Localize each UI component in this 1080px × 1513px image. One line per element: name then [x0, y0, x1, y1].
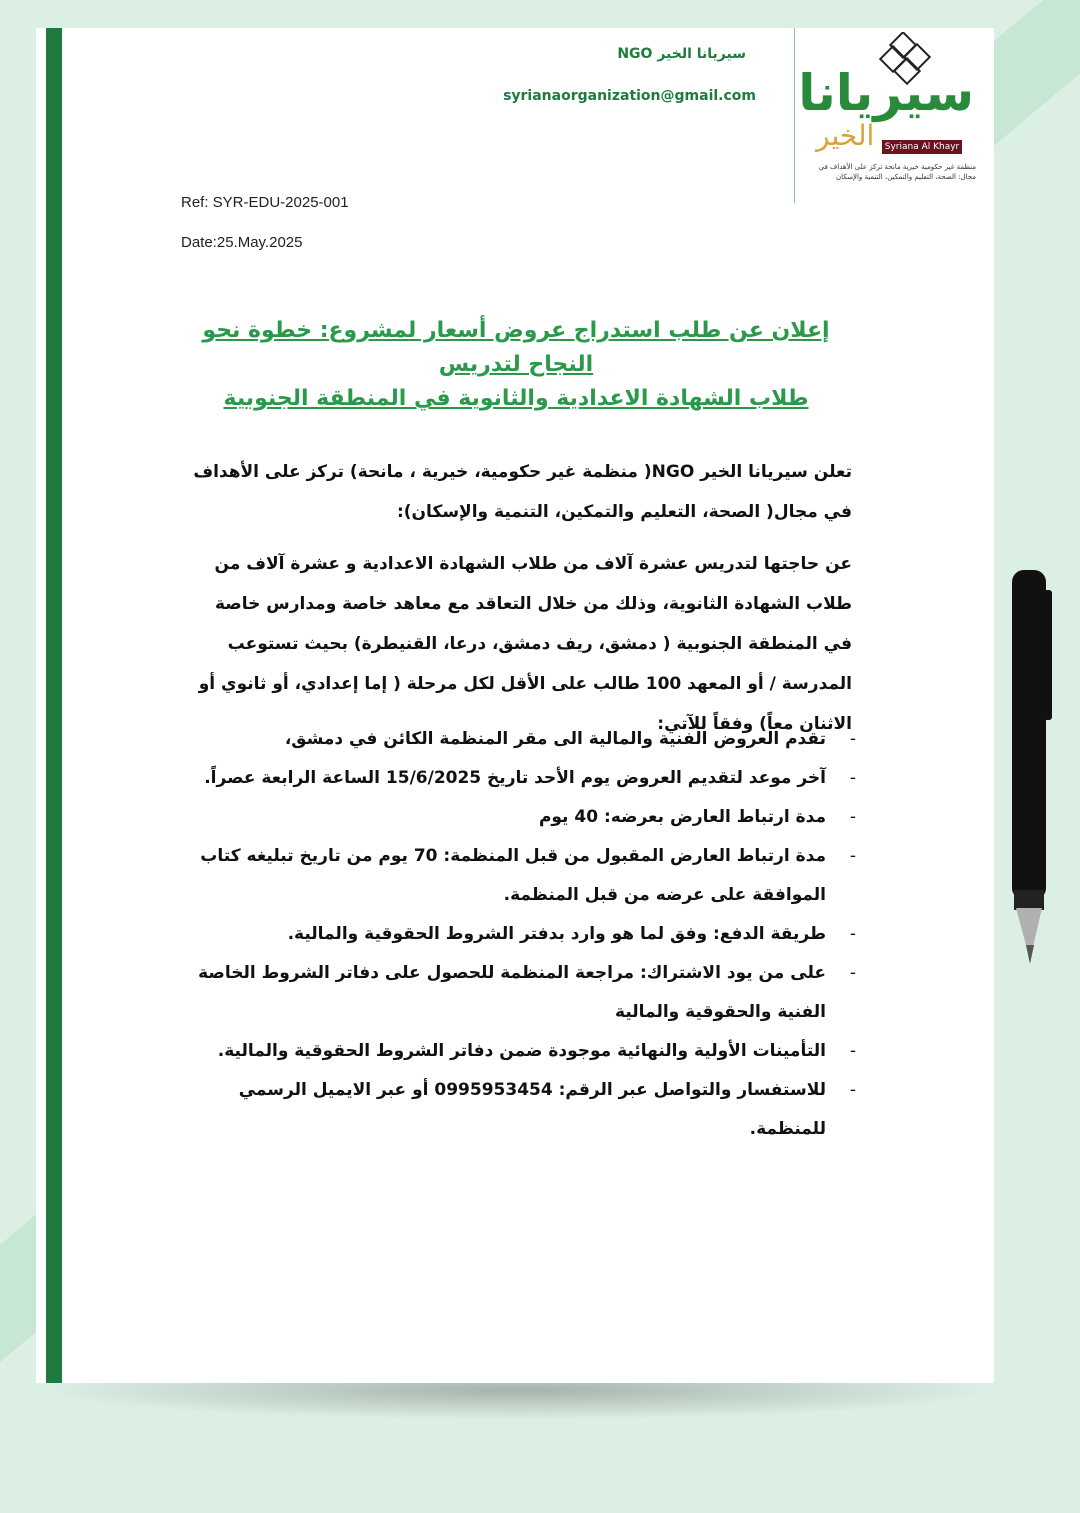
- header-divider: [794, 28, 795, 203]
- bullet-dash: -: [849, 1080, 856, 1100]
- requirements-paragraph: عن حاجتها لتدريس عشرة آلاف من طلاب الشهادة الاعدادية و عشرة آلاف من طلاب الشهادة الثانوية، وذلك من خلال التعاقد مع معاهد خاصة ومدارس خاصة في المنطقة الجنوبية ( دمشق، ريف دمشق، درعا، القنيطرة) بحيث تستوعب المدرسة / أو المعهد 100 طالب على الأقل لكل مرحلة ( إما إعدادي، أو ثانوي أو الاثنان معاً) وفقاً للآتي:: [198, 554, 852, 734]
- logo-tagline: منظمة غير حكومية خيرية مانحة تركز على الأهداف في مجال: الصحة، التعليم والتمكين، التنمية والإسكان: [818, 163, 976, 181]
- bullet-dash: -: [849, 729, 856, 749]
- bullet-dash: -: [849, 1041, 856, 1061]
- announcement-title: [186, 314, 846, 416]
- document-page: [36, 28, 994, 1383]
- header-email: syrianaorganization@gmail.com: [503, 88, 756, 104]
- list-item: - تقدم العروض الفنية والمالية الى مقر المنظمة الكائن في دمشق،: [186, 720, 826, 759]
- intro-paragraph: تعلن سيريانا الخير NGO( منظمة غير حكومية، خيرية ، مانحة) تركز على الأهداف في مجال( الصحة، التعليم والتمكين، التنمية والإسكان):: [193, 462, 852, 522]
- bullet-dash: -: [849, 963, 856, 983]
- header-ngo-label: سيريانا الخير NGO: [617, 46, 746, 62]
- bullet-dash: -: [849, 924, 856, 944]
- bullet-dash: -: [849, 807, 856, 827]
- document-date: Date:25.May.2025: [181, 234, 303, 251]
- conditions-list: [186, 720, 856, 1149]
- list-item: - آخر موعد لتقديم العروض يوم الأحد تاريخ 15/6/2025 الساعة الرابعة عصراً.: [186, 759, 826, 798]
- green-side-bar: [46, 28, 62, 1383]
- list-item: - على من يود الاشتراك: مراجعة المنظمة للحصول على دفاتر الشروط الخاصة الفنية والحقوقية والمالية: [186, 954, 826, 1032]
- list-item: - للاستفسار والتواصل عبر الرقم: 0995953454 أو عبر الايميل الرسمي للمنظمة.: [186, 1071, 826, 1149]
- list-item: - مدة ارتباط العارض بعرضه: 40 يوم: [186, 798, 826, 837]
- list-item: - مدة ارتباط العارض المقبول من قبل المنظمة: 70 يوم من تاريخ تبليغه كتاب الموافقة على عرضه من قبل المنظمة.: [186, 837, 826, 915]
- reference-number: Ref: SYR-EDU-2025-001: [181, 194, 349, 211]
- logo-name-arabic-secondary: الخير: [816, 119, 875, 152]
- title-line-1: إعلان عن طلب استدراج عروض أسعار لمشروع: خطوة نحو النجاح لتدريس: [202, 318, 830, 377]
- list-item: - طريقة الدفع: وفق لما هو وارد بدفتر الشروط الحقوقية والمالية.: [186, 915, 826, 954]
- organization-logo: [798, 32, 976, 192]
- list-item: - التأمينات الأولية والنهائية موجودة ضمن دفاتر الشروط الحقوقية والمالية.: [186, 1032, 826, 1071]
- bullet-dash: -: [849, 846, 856, 866]
- bullet-dash: -: [849, 768, 856, 788]
- title-line-2: طلاب الشهادة الاعدادية والثانوية في المنطقة الجنوبية: [223, 386, 809, 411]
- logo-name-arabic: سيريانا: [798, 64, 974, 122]
- logo-name-english: Syriana Al Khayr: [882, 140, 962, 154]
- pen-icon: [1004, 560, 1064, 980]
